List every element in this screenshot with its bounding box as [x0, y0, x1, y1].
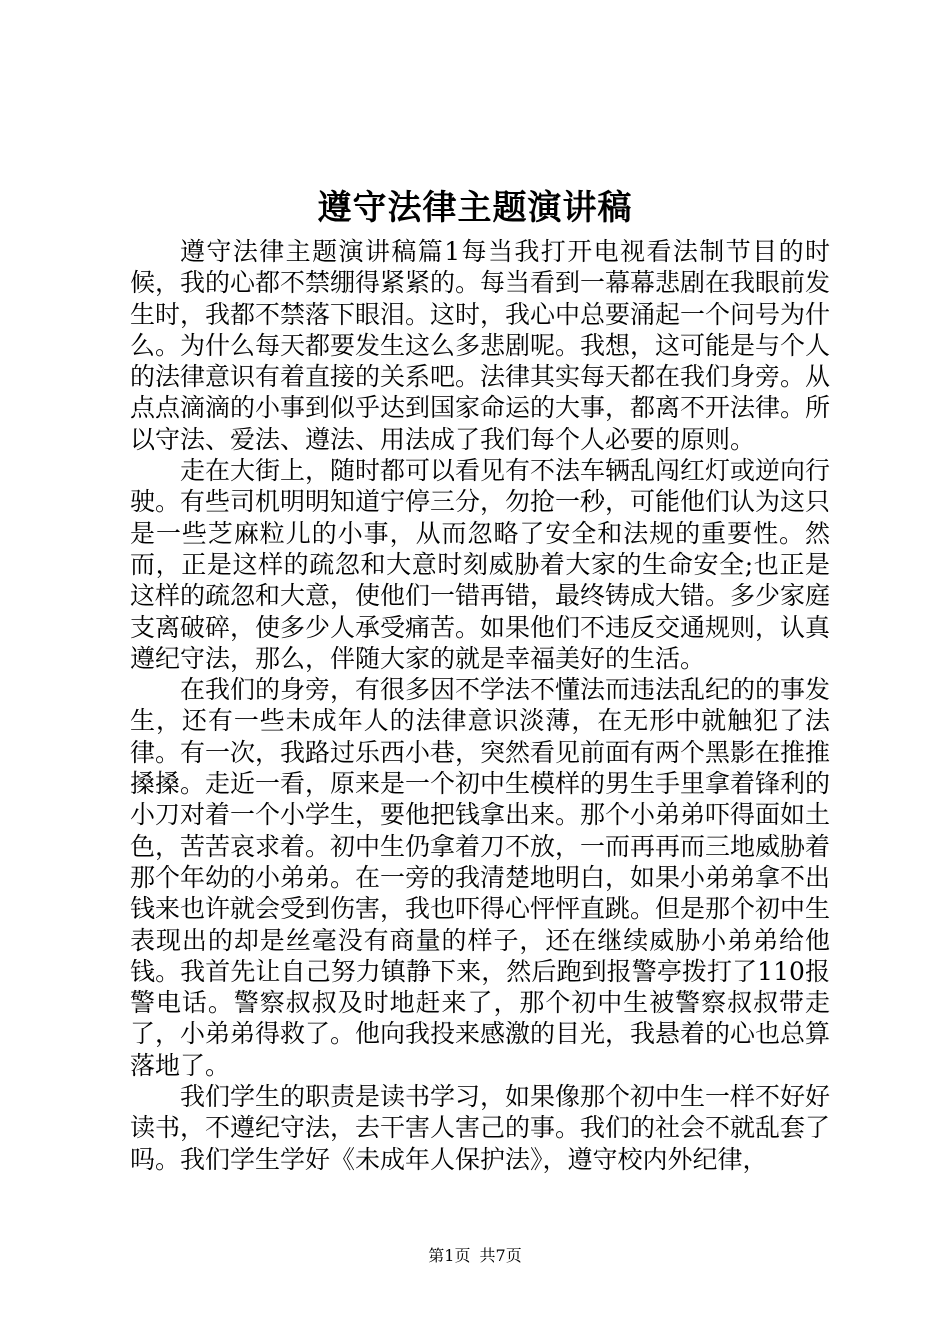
document-title: 遵守法律主题演讲稿: [317, 188, 633, 228]
page-number: 第1页: [428, 1246, 471, 1265]
paragraph-4: 我们学生的职责是读书学习，如果像那个初中生一样不好好读书，不遵纪守法，去干害人害己的事。我们的社会不就乱套了吗。我们学生学好《未成年人保护法》，遵守校内外纪律，: [130, 1082, 831, 1174]
document-body: [130, 236, 830, 1175]
paragraph-1: 遵守法律主题演讲稿篇1每当我打开电视看法制节目的时候，我的心都不禁绷得紧紧的。每当看到一幕幕悲剧在我眼前发生时，我都不禁落下眼泪。这时，我心中总要涌起一个问号为什么。为什么每天都要发生这么多悲剧呢。我想，这可能是与个人的法律意识有着直接的关系吧。法律其实每天都在我们身旁。从点点滴滴的小事到似乎达到国家命运的大事，都离不开法律。所以守法、爱法、遵法、用法成了我们每个人必要的原则。: [130, 237, 831, 454]
page-total: 共7页: [479, 1246, 522, 1265]
paragraph-3: 在我们的身旁，有很多因不学法不懂法而违法乱纪的的事发生，还有一些未成年人的法律意识淡薄，在无形中就触犯了法律。有一次，我路过乐西小巷，突然看见前面有两个黑影在推推搡搡。走近一看，原来是一个初中生模样的男生手里拿着锋利的小刀对着一个小学生，要他把钱拿出来。那个小弟弟吓得面如土色，苦苦哀求着。初中生仍拿着刀不放，一而再再而三地威胁着那个年幼的小弟弟。在一旁的我清楚地明白，如果小弟弟拿不出钱来也许就会受到伤害，我也吓得心怦怦直跳。但是那个初中生表现出的却是丝毫没有商量的样子，还在继续威胁小弟弟给他钱。我首先让自己努力镇静下来，然后跑到报警亭拨打了110报警电话。警察叔叔及时地赶来了，那个初中生被警察叔叔带走了，小弟弟得救了。他向我投来感激的目光，我悬着的心也总算落地了。: [130, 675, 831, 1080]
paragraph-2: 走在大街上，随时都可以看见有不法车辆乱闯红灯或逆向行驶。有些司机明明知道宁停三分，勿抢一秒，可能他们认为这只是一些芝麻粒儿的小事，从而忽略了安全和法规的重要性。然而，正是这样的疏忽和大意时刻威胁着大家的生命安全;也正是这样的疏忽和大意，使他们一错再错，最终铸成大错。多少家庭支离破碎，使多少人承受痛苦。如果他们不违反交通规则，认真遵纪守法，那么，伴随大家的就是幸福美好的生活。: [130, 456, 831, 673]
page-footer: [0, 1244, 950, 1268]
